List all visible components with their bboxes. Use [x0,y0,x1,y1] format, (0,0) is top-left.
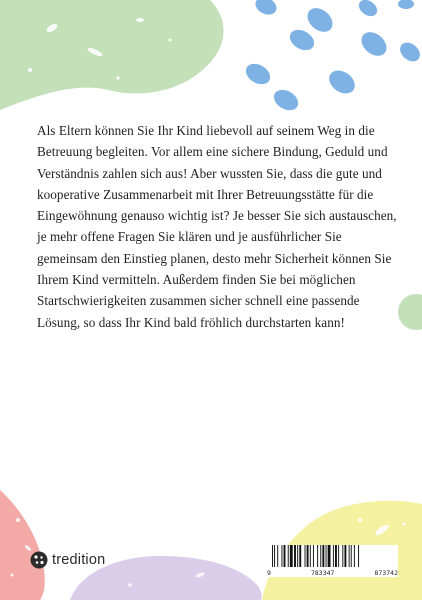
barcode-bar [342,545,343,567]
barcode-bar [294,545,296,567]
barcode-bar [281,545,282,567]
green-blob-top-left [0,0,223,110]
isbn-barcode [266,545,398,577]
barcode-bar [299,545,301,567]
publisher-logo [30,551,105,569]
barcode-bar [326,545,327,567]
green-blob-right [398,294,422,330]
blue-dots [242,0,422,114]
barcode-bar [322,545,324,567]
barcode-bar [272,545,273,567]
barcode-bar [313,545,314,567]
barcode-bar [305,545,306,567]
barcode-bar [344,545,346,567]
barcode-bars [266,545,398,569]
barcode-bar [333,545,334,567]
barcode-bar [307,545,309,567]
barcode-bar [288,545,289,567]
barcode-bar [277,545,278,567]
barcode-digit-group-1: 9 [267,569,271,577]
barcode-bar [338,545,339,567]
barcode-bar [284,545,286,567]
barcode-bar [351,545,352,567]
barcode-bar [310,545,311,567]
barcode-bar [274,545,275,567]
barcode-bar [358,545,359,567]
barcode-digits [266,569,398,577]
tredition-logo-icon [30,551,48,569]
barcode-bar [317,545,318,567]
barcode-bar [349,545,350,567]
barcode-bar [297,545,298,567]
barcode-bar [290,545,293,567]
barcode-digit-group-2: 783347 [310,569,335,577]
barcode-bar [328,545,331,567]
barcode-bar [335,545,337,567]
barcode-bar [320,545,321,567]
pink-blob-bottom-left [0,490,45,600]
blurb-text: Als Eltern können Sie Ihr Kind liebevoll auf seinem Weg in die Betreuung begleiten. Vor allem eine sichere Bindung, Geduld und Verständnis zahlen sich aus! Aber wussten Sie, dass die gute und kooperative Zusammenarbeit mit Ihrer Betreuungsstätte für die Eingewöhnung genauso wichtig ist? Je besser Sie sich austauschen, je mehr offene Fragen Sie klären und je ausführlicher Sie gemeinsam den Einstieg planen, desto mehr Sicherheit können Sie Ihrem Kind vermitteln. Außerdem finden Sie bei möglichen Startschwierigkeiten zusammen sicher schnell eine passende Lösung, so dass Ihr Kind bald fröhlich durchstarten kann! [37,123,397,330]
barcode-bar [354,545,355,567]
barcode-digit-group-3: 873742 [374,569,398,577]
publisher-name: tredition [52,552,106,568]
